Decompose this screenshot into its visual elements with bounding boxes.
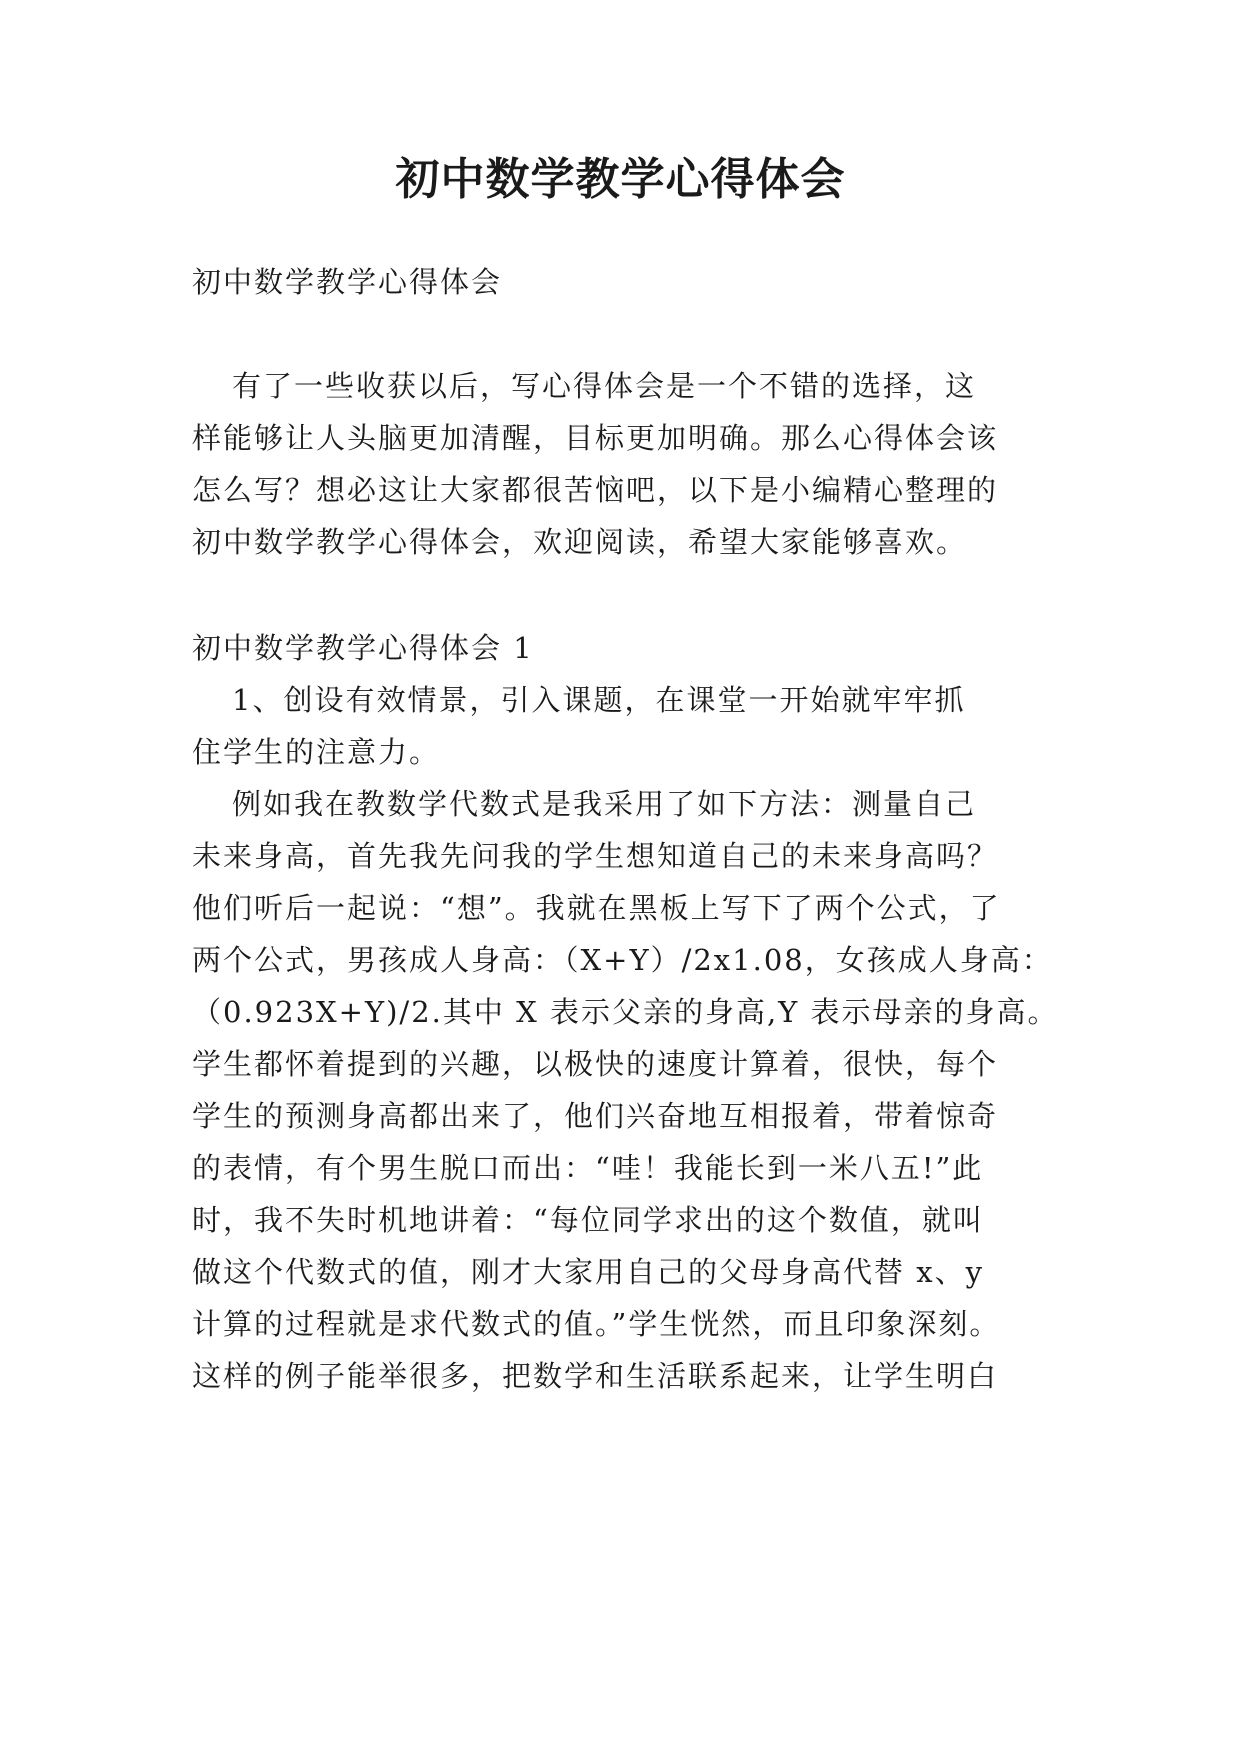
document-subtitle: 初中数学教学心得体会: [192, 265, 503, 299]
intro-line: 初中数学教学心得体会，欢迎阅读，希望大家能够喜欢。: [192, 525, 968, 559]
section-heading: 初中数学教学心得体会 1: [192, 631, 534, 665]
example-line: 学生都怀着提到的兴趣，以极快的速度计算着，很快，每个: [192, 1047, 999, 1081]
example-line: 这样的例子能举很多，把数学和生活联系起来，让学生明白: [192, 1359, 999, 1393]
example-line: 学生的预测身高都出来了，他们兴奋地互相报着，带着惊奇: [192, 1099, 999, 1133]
intro-line: 有了一些收获以后，写心得体会是一个不错的选择，这: [232, 369, 977, 403]
intro-line: 怎么写？想必这让大家都很苦恼吧，以下是小编精心整理的: [192, 473, 999, 507]
example-line: 时，我不失时机地讲着：“每位同学求出的这个数值，就叫: [192, 1203, 984, 1237]
example-line: 做这个代数式的值，刚才大家用自己的父母身高代替 x、y: [192, 1255, 984, 1289]
example-line: 未来身高，首先我先问我的学生想知道自己的未来身高吗？: [192, 839, 999, 873]
intro-line: 样能够让人头脑更加清醒，目标更加明确。那么心得体会该: [192, 421, 999, 455]
example-line: 计算的过程就是求代数式的值。”学生恍然，而且印象深刻。: [192, 1307, 1001, 1341]
point-1-line: 住学生的注意力。: [192, 735, 441, 769]
document-title: 初中数学教学心得体会: [395, 154, 846, 205]
example-line: 的表情，有个男生脱口而出：“哇！我能长到一米八五!”此: [192, 1151, 984, 1185]
example-line: 例如我在教数学代数式是我采用了如下方法：测量自己: [232, 787, 977, 821]
example-line: （0.923X+Y)/2.其中 X 表示父亲的身高,Y 表示母亲的身高。: [192, 995, 1059, 1029]
example-line: 两个公式，男孩成人身高：（X+Y）/2x1.08，女孩成人身高：: [192, 943, 1053, 977]
example-line: 他们听后一起说：“想”。我就在黑板上写下了两个公式，了: [192, 891, 1001, 925]
point-1-line: 1、创设有效情景，引入课题，在课堂一开始就牢牢抓: [232, 683, 966, 717]
